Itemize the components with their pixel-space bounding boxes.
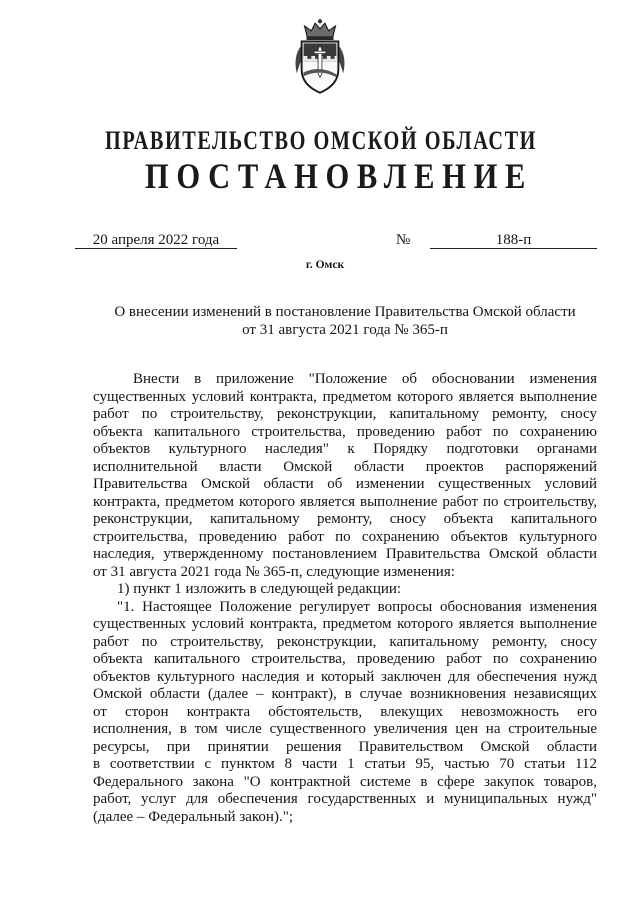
subject-line: от 31 августа 2021 года № 365-п bbox=[242, 322, 448, 338]
body-line-text: от 31 августа 2021 года № 365-п, следующие изменения: bbox=[93, 563, 455, 580]
body-line-text: контракта, предметом которого является выполнение работ по строительству, bbox=[93, 493, 597, 510]
body-line bbox=[93, 739, 597, 757]
coat-of-arms-icon bbox=[291, 17, 349, 95]
body-line-text: работ по строительству, реконструкции, капитальному ремонту, сносу bbox=[93, 633, 597, 650]
body-line-text: объектов культурного наследия и который заключен для обеспечения нужд bbox=[93, 668, 597, 685]
body-line bbox=[93, 686, 597, 704]
document-number: 188-п bbox=[430, 232, 597, 249]
body-line bbox=[93, 459, 597, 477]
body-line-text: объекта капитального строительства, проведению работ по сохранению bbox=[93, 651, 597, 667]
document-type-title bbox=[145, 156, 533, 196]
body-line bbox=[93, 791, 597, 809]
document-subject bbox=[93, 303, 597, 339]
government-title-text: ПРАВИТЕЛЬСТВО ОМСКОЙ ОБЛАСТИ bbox=[105, 126, 537, 155]
body-line-text: исполнения, в том числе существенного увеличения цен на строительные bbox=[93, 721, 597, 737]
body-line bbox=[93, 599, 597, 617]
body-line bbox=[93, 546, 597, 564]
body-line bbox=[93, 441, 597, 459]
body-line bbox=[93, 371, 597, 389]
body-line-text: исполнительной власти Омской области проектов распоряжений bbox=[93, 458, 597, 475]
document-date: 20 апреля 2022 года bbox=[75, 232, 237, 249]
document-body bbox=[93, 371, 597, 826]
body-line-text: Федерального закона "О контрактной системе в сфере закупок товаров, bbox=[93, 773, 597, 790]
body-line bbox=[93, 389, 597, 407]
body-paragraph bbox=[93, 599, 597, 827]
body-line-text: Правительства Омской области об изменении существенных условий bbox=[93, 476, 597, 492]
body-line-text: работ по строительству, реконструкции, капитальному ремонту, сносу bbox=[93, 406, 597, 422]
government-title bbox=[105, 126, 537, 156]
body-line bbox=[93, 529, 597, 547]
body-line bbox=[93, 774, 597, 792]
body-line-text: в соответствии с пунктом 8 части 1 статьи 95, частью 70 статьи 112 bbox=[93, 756, 597, 772]
body-line-text: (далее – Федеральный закон)."; bbox=[93, 808, 293, 825]
body-line-text: Омской области (далее – контракт), в случае возникновения независящих bbox=[93, 686, 597, 702]
body-line-text: реконструкции, капитальному ремонту, сносу объекта капитального bbox=[93, 511, 597, 527]
coat-of-arms-graphic bbox=[291, 17, 349, 95]
body-line bbox=[93, 809, 597, 827]
body-line bbox=[93, 564, 597, 582]
body-line bbox=[93, 721, 597, 739]
number-sign: № bbox=[396, 232, 411, 248]
body-line-text: существенных условий контракта, предметом которого является выполнение bbox=[93, 616, 597, 632]
body-line-text: объектов культурного наследия" к Порядку подготовки органами bbox=[93, 441, 597, 457]
body-paragraph bbox=[93, 581, 597, 599]
body-line bbox=[93, 634, 597, 652]
body-line bbox=[93, 669, 597, 687]
body-line bbox=[93, 704, 597, 722]
body-line-text: строительства, проведению работ по сохранению объектов культурного bbox=[93, 528, 597, 545]
document-type-text: ПОСТАНОВЛЕНИЕ bbox=[145, 156, 533, 196]
body-line-text: Внести в приложение "Положение об обосновании изменения bbox=[133, 371, 597, 387]
body-line bbox=[93, 511, 597, 529]
body-line bbox=[93, 494, 597, 512]
body-line bbox=[93, 651, 597, 669]
body-line bbox=[93, 406, 597, 424]
body-paragraph bbox=[93, 371, 597, 581]
body-line-text: объекта капитального строительства, проведению работ по сохранению bbox=[93, 423, 597, 440]
body-line bbox=[93, 424, 597, 442]
body-line-text: наследия, утвержденному постановлением Правительства Омской области bbox=[93, 546, 597, 562]
body-line-text: от сторон контракта обстоятельств, влекущих невозможность его bbox=[93, 703, 597, 720]
body-line-text: "1. Настоящее Положение регулирует вопросы обоснования изменения bbox=[117, 598, 597, 615]
document-city: г. Омск bbox=[305, 259, 345, 271]
body-line bbox=[93, 581, 597, 599]
body-line-text: работ, услуг для обеспечения государственных и муниципальных нужд" bbox=[93, 791, 597, 807]
body-line-text: 1) пункт 1 изложить в следующей редакции: bbox=[117, 581, 402, 597]
body-line bbox=[93, 476, 597, 494]
body-line bbox=[93, 616, 597, 634]
body-line bbox=[93, 756, 597, 774]
subject-line: О внесении изменений в постановление Правительства Омской области bbox=[114, 304, 576, 320]
body-line-text: ресурсы, при принятии решения Правительством Омской области bbox=[93, 738, 597, 755]
body-line-text: существенных условий контракта, предметом которого является выполнение bbox=[93, 388, 597, 405]
